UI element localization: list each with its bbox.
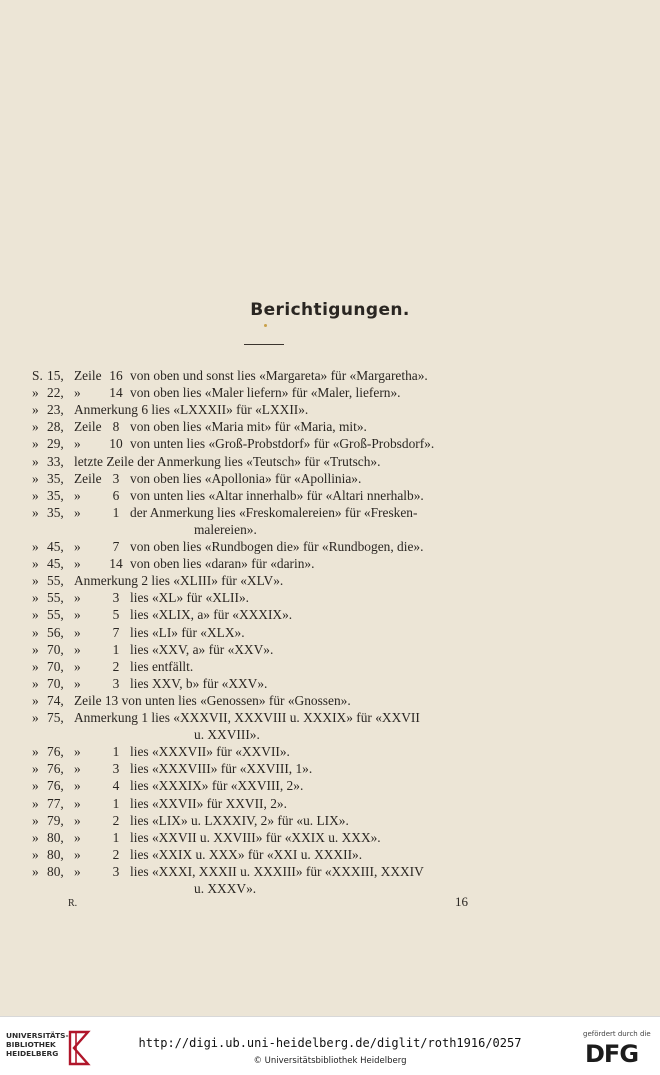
- entry-continuation: malereien».: [194, 521, 257, 537]
- entry-page: 76,: [47, 761, 64, 777]
- entry-page: 80,: [47, 863, 64, 879]
- entry-prefix: »: [32, 436, 39, 452]
- entry-kind: »: [74, 675, 81, 691]
- entry-page: 28,: [47, 419, 64, 435]
- entry-text: der Anmerkung lies «Freskomalereien» für «Fresken-: [130, 504, 418, 520]
- entry-page: 35,: [47, 504, 64, 520]
- errata-entry: [0, 830, 660, 847]
- entry-line-number: 14: [109, 385, 123, 401]
- entry-text: lies «XLIX, a» für «XXXIX».: [130, 607, 293, 623]
- entry-kind: »: [74, 812, 81, 828]
- entry-page: 55,: [47, 590, 64, 606]
- entry-prefix: »: [32, 863, 39, 879]
- entry-text: von unten lies «Altar innerhalb» für «Altari nnerhalb».: [130, 487, 424, 503]
- entry-page: 70,: [47, 641, 64, 657]
- entry-page: 23,: [47, 402, 64, 418]
- entry-prefix: »: [32, 453, 39, 469]
- entry-prefix: »: [32, 402, 39, 418]
- entry-prefix: »: [32, 487, 39, 503]
- entry-kind: »: [74, 624, 81, 640]
- entry-prefix: »: [32, 692, 39, 708]
- entry-prefix: »: [32, 675, 39, 691]
- entry-prefix: »: [32, 539, 39, 554]
- entry-text: lies «LI» für «XLX».: [130, 624, 245, 640]
- entry-kind: »: [74, 761, 81, 777]
- entry-page: 76,: [47, 744, 64, 760]
- signature-mark: R.: [68, 898, 78, 909]
- entry-text: Anmerkung 1 lies «XXXVII, XXXVIII u. XXXIX» für «XXVII: [74, 710, 420, 725]
- library-line: BIBLIOTHEK: [6, 1040, 56, 1049]
- entry-line-number: 6: [112, 487, 120, 503]
- entry-prefix: »: [32, 829, 39, 845]
- entry-prefix: »: [32, 795, 39, 811]
- entry-prefix: »: [32, 744, 39, 760]
- entry-kind: »: [74, 829, 81, 845]
- entry-page: 45,: [47, 539, 64, 554]
- entry-prefix: »: [32, 812, 39, 828]
- funding-note: gefördert durch die: [583, 1030, 651, 1038]
- entry-prefix: »: [32, 556, 39, 572]
- entry-kind: »: [74, 641, 81, 657]
- entry-continuation: u. XXXV».: [194, 881, 257, 896]
- entry-line-number: 1: [112, 641, 120, 657]
- ink-speck: [264, 324, 267, 327]
- entry-text: lies «XXVII u. XXVIII» für «XXIX u. XXX».: [130, 829, 381, 845]
- entry-text: lies «XL» für «XLII».: [130, 590, 249, 606]
- entry-text: lies entfällt.: [130, 658, 194, 674]
- entry-prefix: »: [32, 710, 39, 725]
- copyright-text: © Universitätsbibliothek Heidelberg: [253, 1056, 407, 1066]
- errata-entry: [0, 625, 660, 642]
- entry-prefix: »: [32, 624, 39, 640]
- entry-line-number: 8: [112, 419, 120, 435]
- errata-entry: [0, 522, 660, 539]
- entry-kind: »: [74, 607, 81, 623]
- entry-text: lies XXV, b» für «XXV».: [130, 675, 268, 691]
- errata-entry: [0, 710, 660, 727]
- errata-entry: [0, 539, 660, 556]
- errata-entry: [0, 402, 660, 419]
- entry-page: 79,: [47, 812, 64, 828]
- entry-prefix: »: [32, 641, 39, 657]
- entry-prefix: »: [32, 590, 39, 606]
- entry-page: 35,: [47, 487, 64, 503]
- errata-entry: [0, 556, 660, 573]
- entry-kind: »: [74, 504, 81, 520]
- errata-entry: [0, 727, 660, 744]
- entry-line-number: 1: [112, 795, 120, 811]
- permalink-url[interactable]: http://digi.ub.uni-heidelberg.de/diglit/roth1916/0257: [138, 1036, 522, 1050]
- errata-entry: [0, 778, 660, 795]
- entry-page: 80,: [47, 829, 64, 845]
- entry-text: von oben lies «daran» für «darin».: [130, 556, 315, 572]
- entry-kind: »: [74, 436, 81, 452]
- entry-kind: »: [74, 556, 81, 572]
- entry-kind: »: [74, 778, 81, 794]
- entry-line-number: 3: [112, 590, 120, 606]
- entry-kind: Zeile: [74, 368, 102, 383]
- entry-line-number: 7: [112, 539, 120, 554]
- entry-page: 56,: [47, 624, 64, 640]
- entry-page: 70,: [47, 658, 64, 674]
- entry-line-number: 5: [112, 607, 120, 623]
- entry-page: 76,: [47, 778, 64, 794]
- entry-text: von oben lies «Maria mit» für «Maria, mit».: [130, 419, 367, 435]
- entry-line-number: 1: [112, 829, 120, 845]
- entry-text: von oben und sonst lies «Margareta» für «Margaretha».: [130, 368, 428, 383]
- page-number: 16: [455, 894, 468, 909]
- errata-entry: [0, 505, 660, 522]
- entry-kind: »: [74, 795, 81, 811]
- entry-line-number: 4: [112, 778, 120, 794]
- errata-entry: [0, 642, 660, 659]
- entry-kind: »: [74, 846, 81, 862]
- entry-text: lies «XXXIX» für «XXVIII, 2».: [130, 778, 304, 794]
- entry-page: 55,: [47, 607, 64, 623]
- errata-entry: [0, 659, 660, 676]
- entry-text: Anmerkung 6 lies «LXXXII» für «LXXII».: [74, 402, 309, 418]
- entry-kind: Zeile: [74, 470, 102, 486]
- entry-line-number: 10: [109, 436, 123, 452]
- errata-entry: [0, 813, 660, 830]
- entry-prefix: »: [32, 419, 39, 435]
- entry-line-number: 3: [112, 470, 120, 486]
- entry-continuation: u. XXVIII».: [194, 727, 260, 743]
- entry-text: lies «XXXI, XXXII u. XXXIII» für «XXXIII, XXXIV: [130, 863, 424, 879]
- errata-entry: [0, 796, 660, 813]
- errata-entry: [0, 881, 660, 898]
- entry-line-number: 3: [112, 675, 120, 691]
- errata-entry: [0, 573, 660, 590]
- entry-text: lies «XXV, a» für «XXV».: [130, 641, 274, 657]
- page-title: Berichtigungen.: [250, 300, 410, 320]
- entry-line-number: 2: [112, 658, 120, 674]
- entry-kind: »: [74, 385, 81, 401]
- entry-page: 77,: [47, 795, 64, 811]
- errata-entry: [0, 847, 660, 864]
- entry-prefix: S.: [32, 368, 43, 383]
- errata-entry: [0, 864, 660, 881]
- entry-kind: »: [74, 863, 81, 879]
- errata-entry: [0, 419, 660, 436]
- entry-prefix: »: [32, 573, 39, 589]
- errata-entry: [0, 761, 660, 778]
- entry-kind: »: [74, 487, 81, 503]
- entry-prefix: »: [32, 470, 39, 486]
- errata-entry: [0, 693, 660, 710]
- entry-page: 75,: [47, 710, 64, 725]
- title-rule: [244, 344, 284, 345]
- errata-entry: [0, 607, 660, 624]
- entry-line-number: 1: [112, 744, 120, 760]
- entry-text: von oben lies «Apollonia» für «Apollinia».: [130, 470, 362, 486]
- entry-prefix: »: [32, 846, 39, 862]
- entry-prefix: »: [32, 658, 39, 674]
- entry-line-number: 16: [109, 368, 123, 383]
- entry-page: 33,: [47, 453, 64, 469]
- errata-entry: [0, 744, 660, 761]
- errata-entry: [0, 436, 660, 453]
- entry-page: 74,: [47, 692, 64, 708]
- entry-text: von oben lies «Rundbogen die» für «Rundbogen, die».: [130, 539, 424, 554]
- entry-text: von oben lies «Maler liefern» für «Maler, liefern».: [130, 385, 401, 401]
- entry-text: lies «XXVII» für XXVII, 2».: [130, 795, 287, 811]
- entry-line-number: 1: [112, 504, 120, 520]
- entry-text: lies «XXXVII» für «XXVII».: [130, 744, 290, 760]
- library-line: UNIVERSITÄTS-: [6, 1031, 69, 1040]
- entry-prefix: »: [32, 778, 39, 794]
- entry-line-number: 2: [112, 812, 120, 828]
- entry-kind: Zeile: [74, 419, 102, 435]
- errata-entry: [0, 590, 660, 607]
- entry-page: 35,: [47, 470, 64, 486]
- entry-line-number: 3: [112, 761, 120, 777]
- entry-prefix: »: [32, 385, 39, 401]
- entry-line-number: 14: [109, 556, 123, 572]
- entry-kind: »: [74, 658, 81, 674]
- entry-prefix: »: [32, 607, 39, 623]
- library-line: HEIDELBERG: [6, 1049, 59, 1058]
- entry-page: 80,: [47, 846, 64, 862]
- entry-page: 22,: [47, 385, 64, 401]
- entry-prefix: »: [32, 761, 39, 777]
- entry-page: 55,: [47, 573, 64, 589]
- entry-prefix: »: [32, 504, 39, 520]
- entry-text: lies «LIX» u. LXXXIV, 2» für «u. LIX».: [130, 812, 349, 828]
- entry-page: 29,: [47, 436, 64, 452]
- errata-entry: [0, 471, 660, 488]
- entry-text: lies «XXXVIII» für «XXVIII, 1».: [130, 761, 313, 777]
- entry-line-number: 3: [112, 863, 120, 879]
- entry-page: 45,: [47, 556, 64, 572]
- entry-text: von unten lies «Groß-Probstdorf» für «Groß-Probsdorf».: [130, 436, 435, 452]
- entry-text: Zeile 13 von unten lies «Genossen» für «Gnossen».: [74, 692, 351, 708]
- errata-entry: [0, 385, 660, 402]
- entry-page: 70,: [47, 675, 64, 691]
- entry-line-number: 2: [112, 846, 120, 862]
- entry-kind: »: [74, 744, 81, 760]
- entry-page: 15,: [47, 368, 64, 383]
- errata-entry: [0, 488, 660, 505]
- entry-kind: »: [74, 590, 81, 606]
- errata-entry: [0, 454, 660, 471]
- dfg-logo[interactable]: DFG: [585, 1040, 639, 1068]
- errata-entry: [0, 676, 660, 693]
- entry-text: letzte Zeile der Anmerkung lies «Teutsch» für «Trutsch».: [74, 453, 381, 469]
- entry-line-number: 7: [112, 624, 120, 640]
- entry-kind: »: [74, 539, 81, 554]
- entry-text: lies «XXIX u. XXX» für «XXI u. XXXII».: [130, 846, 363, 862]
- entry-text: Anmerkung 2 lies «XLIII» für «XLV».: [74, 573, 284, 589]
- errata-entry: [0, 368, 660, 385]
